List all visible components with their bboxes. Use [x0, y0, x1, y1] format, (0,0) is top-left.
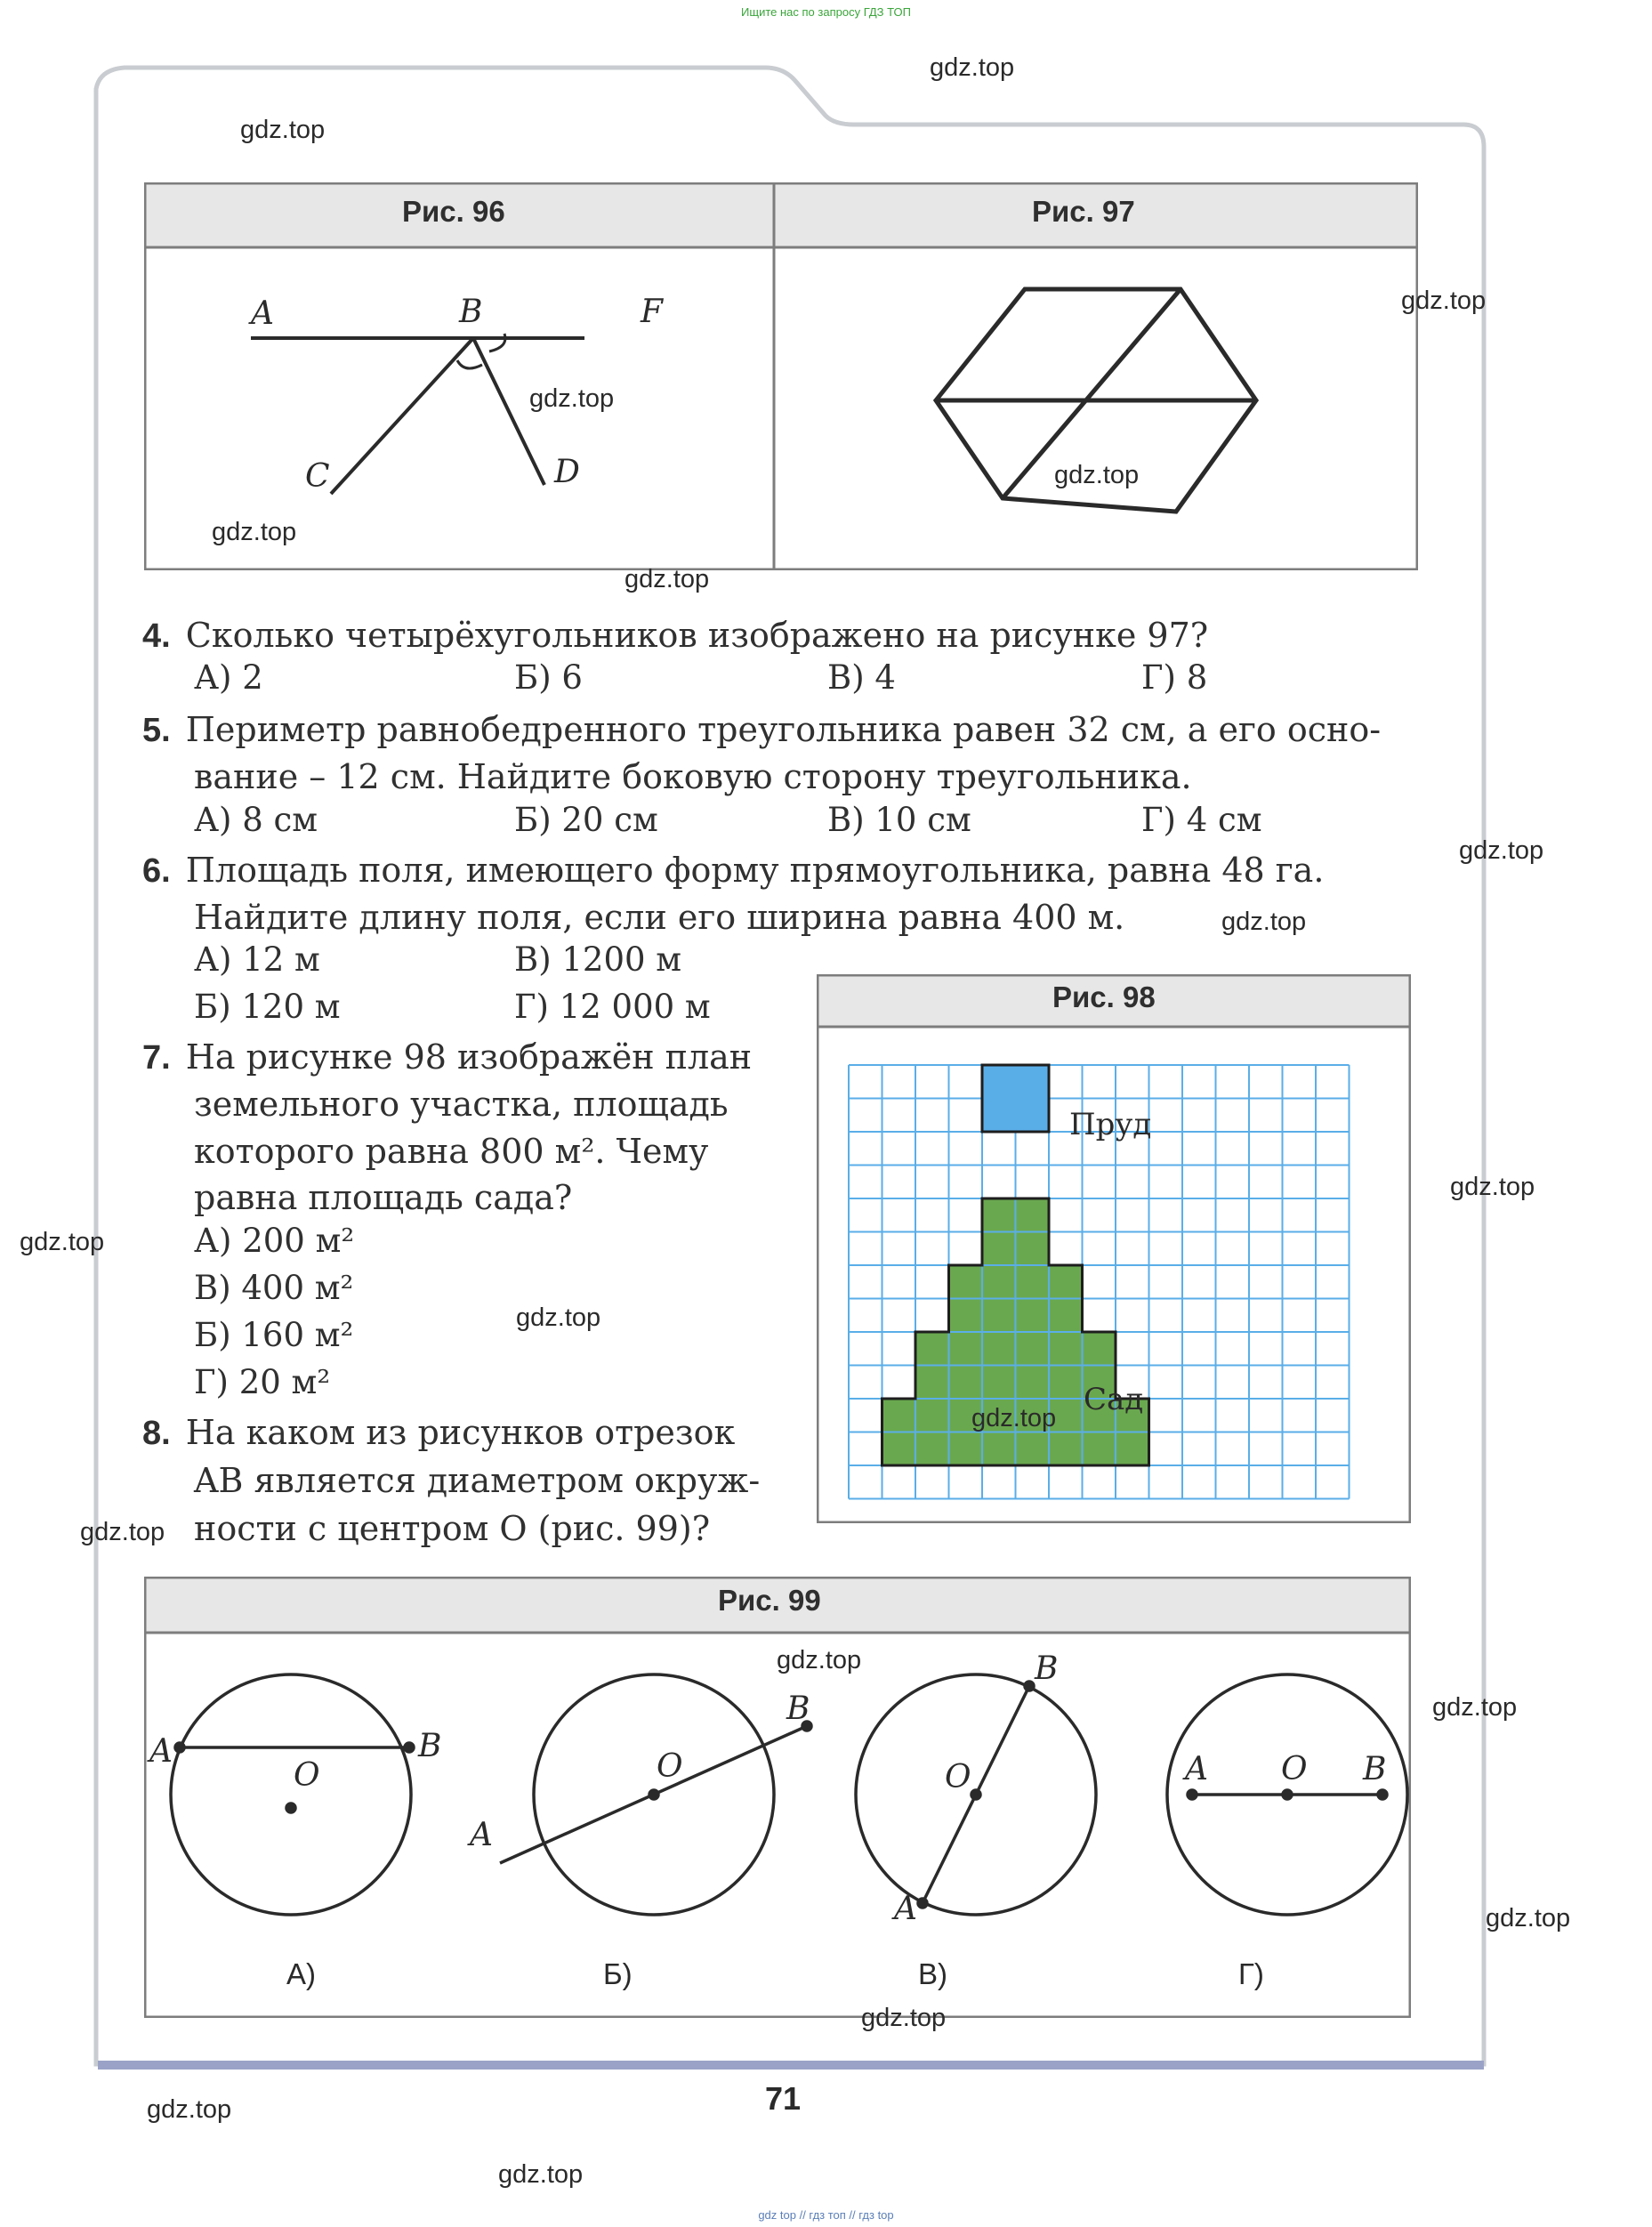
question-7-line2: земельного участка, площадь — [194, 1085, 729, 1124]
question-7-line4: равна площадь сада? — [194, 1178, 573, 1217]
fig99c-label-o: O — [945, 1759, 971, 1795]
fig99a-label-a: A — [149, 1733, 173, 1770]
watermark: gdz.top — [212, 518, 297, 546]
question-number: 5. — [142, 712, 171, 749]
fig99-title: Рис. 99 — [718, 1584, 821, 1617]
watermark: gdz.top — [1459, 836, 1544, 865]
fig96-label-d: D — [554, 454, 580, 490]
fig96-title: Рис. 96 — [402, 195, 505, 228]
question-4 — [142, 610, 1208, 660]
watermark: gdz.top — [498, 2160, 584, 2189]
question-6 — [142, 845, 1324, 895]
watermark: gdz.top — [240, 116, 326, 144]
question-7-line3: которого равна 800 м². Чему — [194, 1132, 709, 1171]
watermark: gdz.top — [529, 384, 615, 413]
fig99b-label-o: O — [657, 1748, 683, 1785]
question-number: 6. — [142, 852, 171, 890]
q6-option-b: Б) 120 м — [194, 988, 341, 1026]
header-note: Ищите нас по запросу ГДЗ ТОП — [741, 5, 911, 19]
q7-option-a: А) 200 м² — [194, 1222, 355, 1260]
fig99c-caption: В) — [918, 1957, 947, 1990]
question-text: Сколько четырёхугольников изображено на рисунке 97? — [185, 616, 1209, 655]
watermark: gdz.top — [1450, 1173, 1535, 1201]
q6-option-a: А) 12 м — [194, 940, 320, 979]
fig99a-caption: А) — [286, 1957, 316, 1990]
watermark: gdz.top — [1486, 1904, 1571, 1932]
q6-option-d: Г) 12 000 м — [514, 988, 711, 1026]
question-8-line3: ности с центром O (рис. 99)? — [194, 1509, 711, 1548]
question-6-line2: Найдите длину поля, если его ширина равна 400 м. — [194, 898, 1125, 937]
fig99c-label-a: A — [894, 1891, 917, 1927]
fig96-label-b: B — [459, 294, 483, 330]
question-text-line1: Площадь поля, имеющего форму прямоугольника, равна 48 га. — [185, 851, 1325, 890]
fig98-box — [817, 974, 1411, 1523]
question-number: 7. — [142, 1039, 171, 1077]
question-5-line2: вание – 12 см. Найдите боковую сторону треугольника. — [194, 757, 1192, 796]
watermark: gdz.top — [971, 1404, 1057, 1432]
watermark: gdz.top — [1054, 461, 1140, 489]
fig96-97-box — [144, 182, 1418, 570]
q6-option-c: В) 1200 м — [514, 940, 682, 979]
q4-option-a: А) 2 — [194, 658, 263, 697]
q4-option-b: Б) 6 — [514, 658, 583, 697]
watermark: gdz.top — [777, 1646, 862, 1674]
question-number: 8. — [142, 1415, 171, 1452]
watermark: gdz.top — [1221, 908, 1307, 936]
q7-option-d: Г) 20 м² — [194, 1363, 331, 1401]
q5-option-a: А) 8 см — [194, 801, 318, 839]
pond-label: Пруд — [1069, 1107, 1152, 1142]
fig99d-label-b: B — [1363, 1751, 1387, 1787]
question-text-line1: Периметр равнобедренного треугольника равен 32 см, а его осно- — [185, 710, 1382, 749]
fig99d-caption: Г) — [1238, 1957, 1264, 1990]
fig99b-caption: Б) — [603, 1957, 633, 1990]
fig99a-label-b: B — [418, 1728, 442, 1764]
garden-label: Сад — [1084, 1382, 1144, 1417]
fig99b-label-b: B — [786, 1690, 810, 1727]
fig96-label-c: C — [305, 458, 330, 495]
fig98-title: Рис. 98 — [1052, 980, 1156, 1013]
question-8 — [142, 1408, 735, 1457]
q5-option-b: Б) 20 см — [514, 801, 658, 839]
watermark: gdz.top — [625, 565, 710, 593]
question-7 — [142, 1032, 752, 1082]
q4-option-c: В) 4 — [827, 658, 896, 697]
question-number: 4. — [142, 617, 171, 655]
fig96-label-a: A — [251, 295, 274, 332]
fig99-box — [144, 1577, 1411, 2018]
question-5 — [142, 705, 1381, 754]
watermark: gdz.top — [147, 2095, 232, 2124]
watermark: gdz.top — [20, 1228, 105, 1256]
question-text-line1: На каком из рисунков отрезок — [185, 1413, 736, 1452]
q7-option-b: Б) 160 м² — [194, 1316, 354, 1354]
q7-option-c: В) 400 м² — [194, 1269, 354, 1307]
watermark: gdz.top — [516, 1303, 601, 1332]
q5-option-d: Г) 4 см — [1141, 801, 1262, 839]
fig99b-label-a: A — [470, 1817, 493, 1853]
question-8-line2: AB является диаметром окруж- — [194, 1461, 761, 1500]
fig99d-label-a: A — [1185, 1751, 1208, 1787]
fig99a-label-o: O — [294, 1757, 320, 1794]
fig97-title: Рис. 97 — [1032, 195, 1135, 228]
fig99d-label-o: O — [1281, 1751, 1308, 1787]
watermark: gdz.top — [1432, 1693, 1518, 1722]
watermark: gdz.top — [1401, 286, 1487, 315]
watermark: gdz.top — [930, 53, 1015, 82]
fig96-label-f: F — [641, 294, 663, 330]
page-number: 71 — [765, 2080, 802, 2117]
question-text-line1: На рисунке 98 изображён план — [185, 1037, 753, 1077]
fig99c-label-b: B — [1035, 1650, 1059, 1687]
watermark: gdz.top — [80, 1518, 165, 1546]
watermark: gdz.top — [861, 2004, 947, 2032]
q5-option-c: В) 10 см — [827, 801, 971, 839]
q4-option-d: Г) 8 — [1141, 658, 1208, 697]
footer-note: gdz top // гдз топ // гдз top — [758, 2208, 894, 2222]
